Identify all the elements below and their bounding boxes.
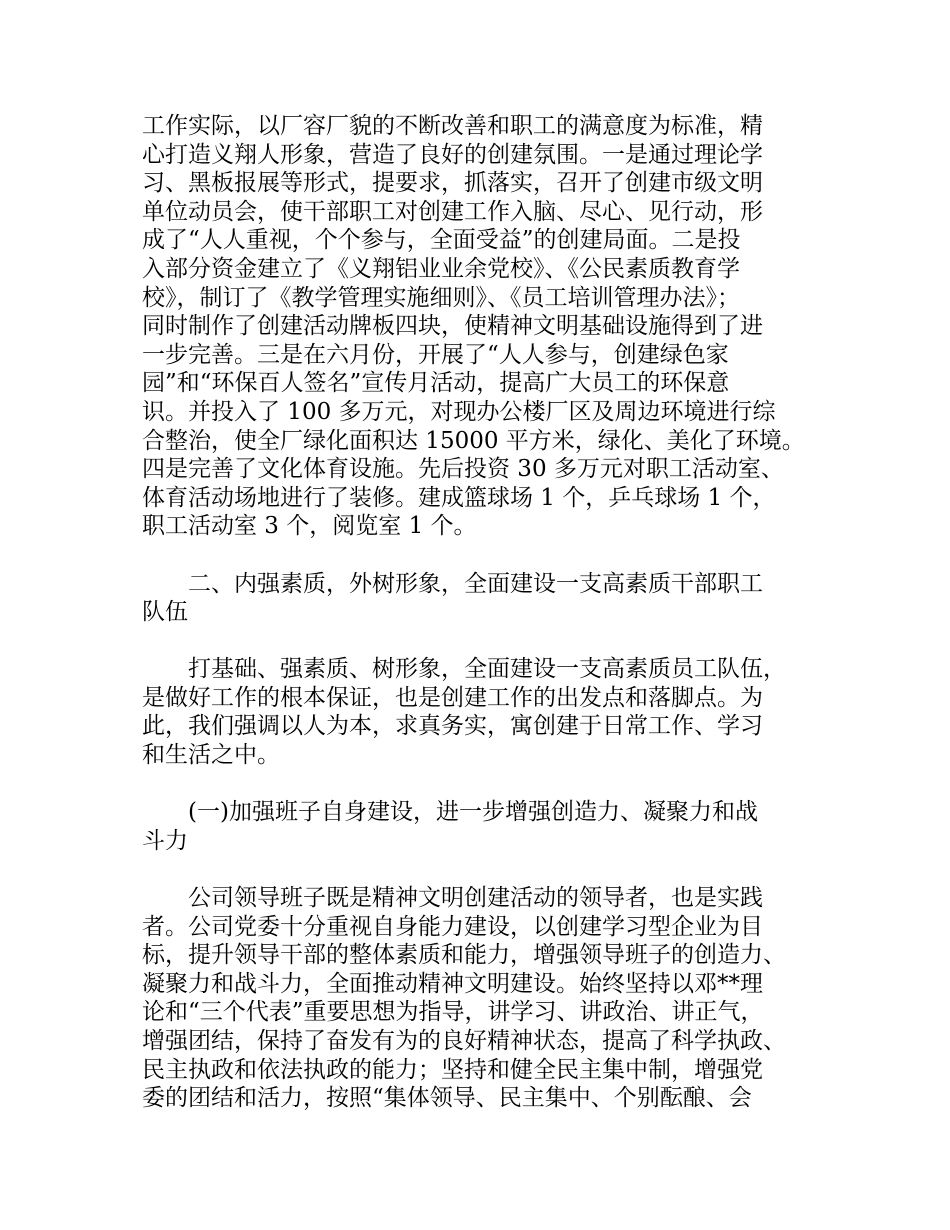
text-line: 工作实际，以厂容厂貌的不断改善和职工的满意度为标准，精: [142, 113, 763, 139]
text-line: (一)加强班子自身建设，进一步增强创造力、凝聚力和战: [142, 799, 758, 826]
text-line: 习、黑板报展等形式，提要求，抓落实，召开了创建市级文明: [142, 170, 763, 197]
text-line: 同时制作了创建活动牌板四块，使精神文明基础设施得到了进: [142, 313, 763, 340]
text-line: 入部分资金建立了《义翔铝业业余党校》、《公民素质教育学: [142, 255, 740, 282]
paragraph-gap: [142, 855, 814, 884]
text-line: 合整治，使全厂绿化面积达 15000 平方米，绿化、美化了环境。: [142, 427, 805, 454]
paragraph-gap: [142, 770, 814, 799]
text-line: 民主执政和依法执政的能力；坚持和健全民主集中制，增强党: [142, 1056, 763, 1083]
text-line: 者。公司党委十分重视自身能力建设，以创建学习型企业为目: [142, 913, 763, 940]
text-line: 单位动员会，使干部职工对创建工作入脑、尽心、见行动，形: [142, 198, 763, 225]
text-line: 心打造义翔人形象，营造了良好的创建氛围。一是通过理论学: [142, 141, 763, 168]
text-line: 职工活动室 3 个，阅览室 1 个。: [142, 513, 477, 540]
document-body: [142, 112, 814, 1113]
text-line: 园”和“环保百人签名”宣传月活动，提高广大员工的环保意: [142, 370, 730, 397]
text-line: 公司领导班子既是精神文明创建活动的领导者，也是实践: [142, 885, 763, 912]
text-line: 体育活动场地进行了装修。建成篮球场 1 个，乒乓球场 1 个，: [142, 484, 776, 511]
text-line: 论和“三个代表”重要思想为指导，讲学习、讲政治、讲正气，: [142, 999, 764, 1026]
text-line: 增强团结，保持了奋发有为的良好精神状态，提高了科学执政、: [142, 1028, 786, 1054]
text-line: 一步完善。三是在六月份，开展了“人人参与，创建绿色家: [142, 341, 729, 368]
text-line: 和生活之中。: [142, 742, 280, 769]
text-line: 打基础、强素质、树形象，全面建设一支高素质员工队伍，: [142, 656, 786, 683]
text-line: 成了“人人重视，个个参与，全面受益”的创建局面。二是投: [142, 227, 741, 254]
text-line: 二、内强素质，外树形象，全面建设一支高素质干部职工: [142, 570, 763, 597]
text-line: 凝聚力和战斗力，全面推动精神文明建设。始终坚持以邓**理: [142, 970, 763, 997]
text-line: 队伍: [142, 599, 188, 626]
text-line: 委的团结和活力，按照“集体领导、民主集中、个别酝酿、会: [142, 1085, 752, 1112]
text-line: 标，提升领导干部的整体素质和能力，增强领导班子的创造力、: [142, 942, 786, 969]
text-line: 此，我们强调以人为本，求真务实，寓创建于日常工作、学习: [142, 713, 763, 740]
text-line: 校》，制订了《教学管理实施细则》、《员工培训管理办法》；: [142, 284, 740, 311]
text-line: 识。并投入了 100 多万元，对现办公楼厂区及周边环境进行综: [142, 398, 776, 425]
text-line: 斗力: [142, 827, 188, 854]
text-line: 四是完善了文化体育设施。先后投资 30 多万元对职工活动室、: [142, 456, 784, 483]
text-line: 是做好工作的根本保证，也是创建工作的出发点和落脚点。为: [142, 684, 763, 711]
paragraph-gap: [142, 627, 814, 656]
paragraph-gap: [142, 541, 814, 570]
